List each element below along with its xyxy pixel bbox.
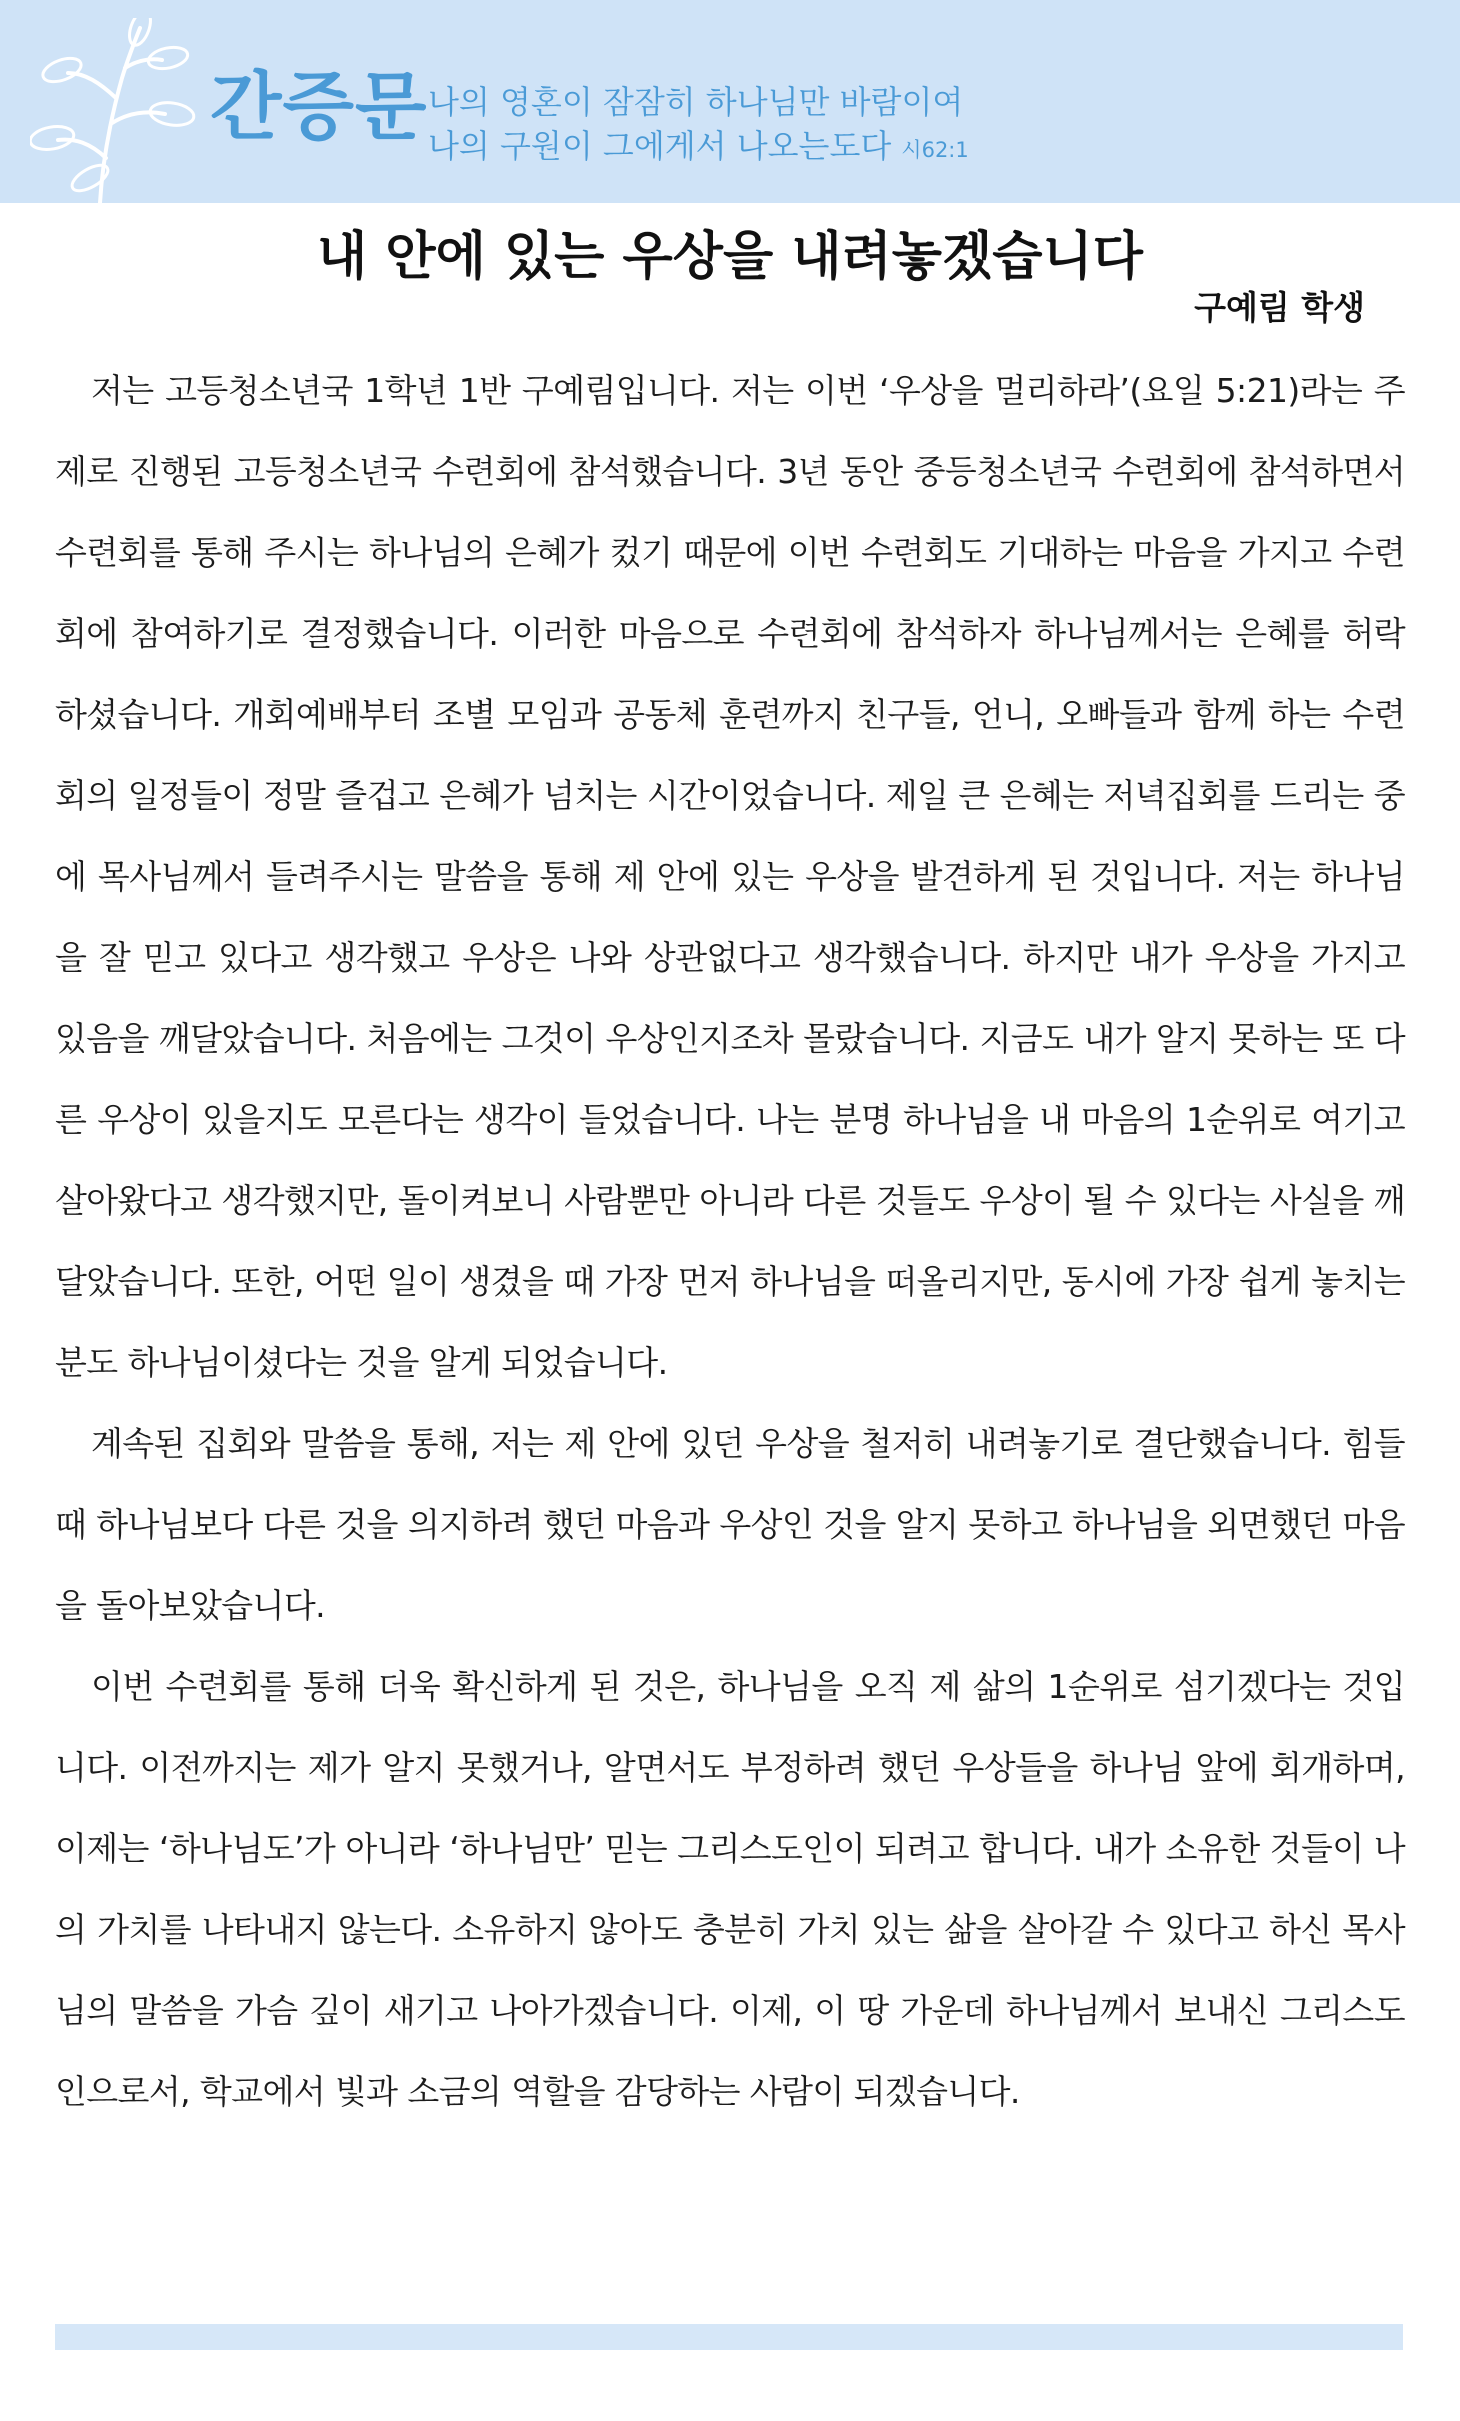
verse-line-2	[428, 124, 969, 172]
verse-reference: 시62:1	[901, 138, 969, 162]
article-title: 내 안에 있는 우상을 내려놓겠습니다	[317, 227, 1143, 287]
paragraph-1: 저는 고등청소년국 1학년 1반 구예림입니다. 저는 이번 ‘우상을 멀리하라’(요일 5:21)라는 주제로 진행된 고등청소년국 수련회에 참석했습니다. 3년 동안 중등청소년국 수련회에 참석하면서 수련회를 통해 주시는 하나님의 은혜가 컸기 때문에 이번 수련회도 기대하는 마음을 가지고 수련회에 참여하기로 결정했습니다. 이러한 마음으로 수련회에 참석하자 하나님께서는 은혜를 허락하셨습니다. 개회예배부터 조별 모임과 공동체 훈련까지 친구들, 언니, 오빠들과 함께 하는 수련회의 일정들이 정말 즐겁고 은혜가 넘치는 시간이었습니다. 제일 큰 은혜는 저녁집회를 드리는 중에 목사님께서 들려주시는 말씀을 통해 제 안에 있는 우상을 발견하게 된 것입니다. 저는 하나님을 잘 믿고 있다고 생각했고 우상은 나와 상관없다고 생각했습니다. 하지만 내가 우상을 가지고 있음을 깨달았습니다. 처음에는 그것이 우상인지조차 몰랐습니다. 지금도 내가 알지 못하는 또 다른 우상이 있을지도 모른다는 생각이 들었습니다. 나는 분명 하나님을 내 마음의 1순위로 여기고 살아왔다고 생각했지만, 돌이켜보니 사람뿐만 아니라 다른 것들도 우상이 될 수 있다는 사실을 깨달았습니다. 또한, 어떤 일이 생겼을 때 가장 먼저 하나님을 떠올리지만, 동시에 가장 쉽게 놓치는 분도 하나님이셨다는 것을 알게 되었습니다.	[55, 371, 1405, 1382]
author-name: 구예림 학생	[1194, 288, 1365, 327]
paragraph-3: 이번 수련회를 통해 더욱 확신하게 된 것은, 하나님을 오직 제 삶의 1순위로 섬기겠다는 것입니다. 이전까지는 제가 알지 못했거나, 알면서도 부정하려 했던 우상들을 하나님 앞에 회개하며, 이제는 ‘하나님도’가 아니라 ‘하나님만’ 믿는 그리스도인이 되려고 합니다. 내가 소유한 것들이 나의 가치를 나타내지 않는다. 소유하지 않아도 충분히 가치 있는 삶을 살아갈 수 있다고 하신 목사님의 말씀을 가슴 깊이 새기고 나아가겠습니다. 이제, 이 땅 가운데 하나님께서 보내신 그리스도인으로서, 학교에서 빛과 소금의 역할을 감당하는 사람이 되겠습니다.	[55, 1667, 1405, 2111]
section-title: 간증문	[210, 64, 428, 150]
article-body	[55, 350, 1405, 2132]
verse-line-2-text: 나의 구원이 그에게서 나오는도다	[428, 127, 892, 165]
scripture-verse	[428, 80, 969, 172]
footer-bar	[55, 2324, 1403, 2350]
leaf-branch-icon	[30, 18, 200, 203]
header-banner	[0, 0, 1460, 203]
paragraph-2: 계속된 집회와 말씀을 통해, 저는 제 안에 있던 우상을 철저히 내려놓기로 결단했습니다. 힘들 때 하나님보다 다른 것을 의지하려 했던 마음과 우상인 것을 알지 못하고 하나님을 외면했던 마음을 돌아보았습니다.	[55, 1424, 1405, 1625]
verse-line-1: 나의 영혼이 잠잠히 하나님만 바람이여	[428, 83, 964, 121]
